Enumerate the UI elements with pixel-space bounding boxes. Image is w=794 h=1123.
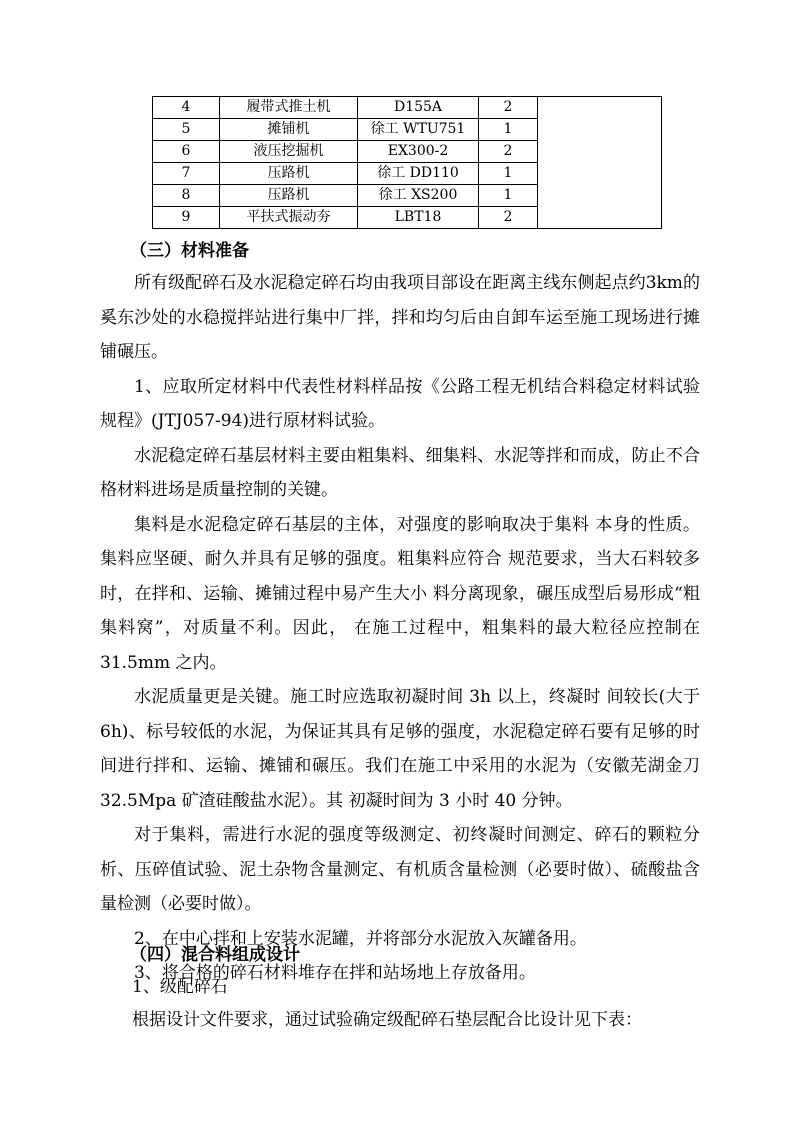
row-number: 8 xyxy=(153,185,220,207)
section-materials-body xyxy=(100,266,700,991)
equipment-name: 压路机 xyxy=(220,185,358,207)
row-number: 7 xyxy=(153,163,220,185)
paragraph: 根据设计文件要求，通过试验确定级配碎石垫层配合比设计见下表： xyxy=(132,1010,642,1030)
equipment-quantity: 1 xyxy=(479,163,538,185)
paragraph: 集料是水泥稳定碎石基层的主体，对强度的影响取决于集料 本身的性质。集料应坚硬、耐久并具有足够的强度。粗集料应符合 规范要求，当大石料较多时，在拌和、运输、摊铺过程中易产生大小 料分离现象，碾压成型后易形成“粗集料窝”，对质量不利。因此， 在施工过程中，粗集料的最大粒径应控制在 31.5mm 之内。 xyxy=(100,514,700,673)
paragraph: 所有级配碎石及水泥稳定碎石均由我项目部设在距离主线东侧起点约3km的奚东沙处的水稳搅拌站进行集中厂拌，拌和均匀后由自卸车运至施工现场进行摊铺碾压。 xyxy=(100,273,700,362)
equipment-name: 平扶式振动夯 xyxy=(220,207,358,229)
table-row xyxy=(153,97,662,119)
equipment-model: D155A xyxy=(358,97,479,119)
section-heading-mix-design: （四）混合料组成设计 xyxy=(130,945,300,965)
equipment-quantity: 2 xyxy=(479,141,538,163)
equipment-model: 徐工 WTU751 xyxy=(358,119,479,141)
paragraph: 水泥质量更是关键。施工时应选取初凝时间 3h 以上，终凝时 间较长(大于 6h)、标号较低的水泥，为保证其具有足够的强度，水泥稳定碎石要有足够的时间进行拌和、运输、摊铺和碾压。我们在施工中采用的水泥为（安徽芜湖金刀 32.5Mpa 矿渣硅酸盐水泥）。其 初凝时间为 3 小时 40 分钟。 xyxy=(100,687,700,811)
remarks-cell xyxy=(538,97,662,229)
paragraph: 对于集料，需进行水泥的强度等级测定、初终凝时间测定、碎石的颗粒分析、压碎值试验、泥土杂物含量测定、有机质含量检测（必要时做）、硫酸盐含量检测（必要时做）。 xyxy=(100,825,700,914)
equipment-table-body xyxy=(153,97,662,229)
equipment-quantity: 1 xyxy=(479,185,538,207)
paragraph: 3、将合格的碎石材料堆存在拌和站场地上存放备用。 xyxy=(134,963,536,983)
equipment-quantity: 2 xyxy=(479,97,538,119)
row-number: 5 xyxy=(153,119,220,141)
paragraph: 1、应取所定材料中代表性材料样品按《公路工程无机结合料稳定材料试验规程》(JTJ057-94)进行原材料试验。 xyxy=(100,376,700,431)
row-number: 9 xyxy=(153,207,220,229)
equipment-model: 徐工 XS200 xyxy=(358,185,479,207)
subsection-graded-gravel: 1、级配碎石 xyxy=(132,977,228,997)
equipment-name: 摊铺机 xyxy=(220,119,358,141)
row-number: 6 xyxy=(153,141,220,163)
equipment-table xyxy=(152,96,662,229)
paragraph: 水泥稳定碎石基层材料主要由粗集料、细集料、水泥等拌和而成，防止不合格材料进场是质量控制的关键。 xyxy=(100,445,700,500)
equipment-quantity: 2 xyxy=(479,207,538,229)
equipment-model: LBT18 xyxy=(358,207,479,229)
equipment-quantity: 1 xyxy=(479,119,538,141)
section-heading-materials: （三）材料准备 xyxy=(130,241,249,261)
equipment-name: 压路机 xyxy=(220,163,358,185)
equipment-model: 徐工 DD110 xyxy=(358,163,479,185)
equipment-name: 液压挖掘机 xyxy=(220,141,358,163)
equipment-name: 履带式推土机 xyxy=(220,97,358,119)
paragraph: 2、在中心拌和上安装水泥罐，并将部分水泥放入灰罐备用。 xyxy=(134,928,587,949)
row-number: 4 xyxy=(153,97,220,119)
equipment-model: EX300-2 xyxy=(358,141,479,163)
